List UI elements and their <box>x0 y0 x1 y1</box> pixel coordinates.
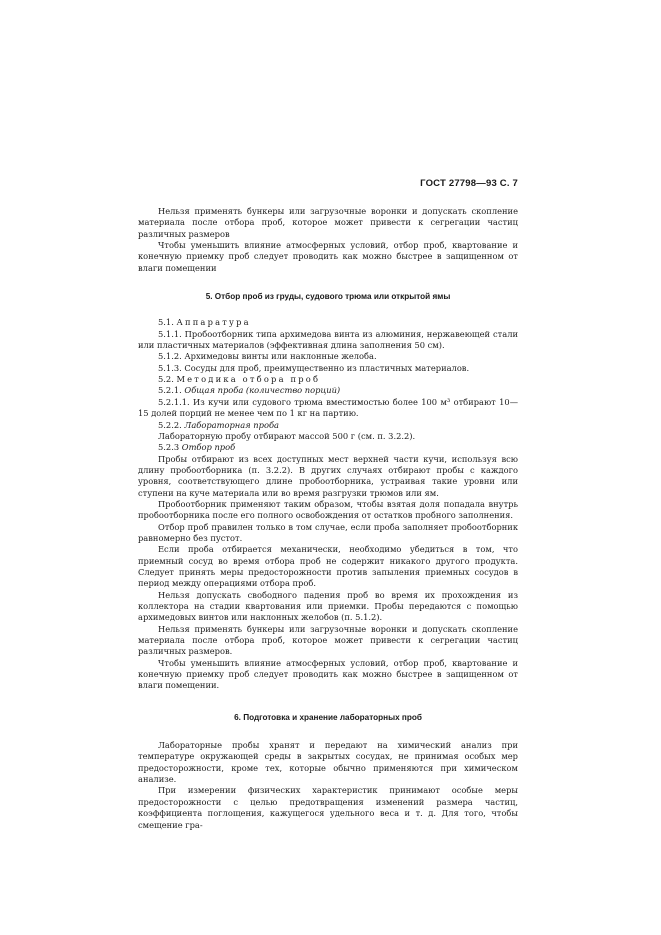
intro-paragraph-2: Чтобы уменьшить влияние атмосферных условий, отбор проб, квартование и конечную приемку проб следует проводить как можно быстрее в защищенном от влаги помещении <box>138 240 518 273</box>
paragraph-5-c: Отбор проб правилен только в том случае, если проба заполняет пробоотборник равномерно без пустот. <box>138 521 518 543</box>
paragraph-6-b: При измерении физических характеристик принимают особые меры предосторожности с целью предотвращения изменений размера частиц, коэффициента поглощения, кажущегося удельного веса и т. д. Для того, чтобы смещение гра- <box>138 785 518 830</box>
section-5-title: 5. Отбор проб из груды, судового трюма или открытой ямы <box>205 292 451 302</box>
clause-5-2-2 <box>138 420 518 431</box>
clause-5-1-heading: Аппаратура <box>176 317 251 328</box>
paragraph-5-a: Пробы отбирают из всех доступных мест верхней части кучи, используя всю длину пробоотборника (п. 3.2.2). В других случаях отбирают пробы с каждого уровня, соответствующего длине пробоотборника, устраивая такие уровни или ступени на куче материала или во время разгрузки трюмов или ям. <box>138 453 518 498</box>
paragraph-6-a: Лабораторные пробы хранят и передают на химический анализ при температуре окружающей среды в закрытых сосудах, не принимая особых мер предосторожности, кроме тех, которые обычно применяются при химическом анализе. <box>138 740 518 785</box>
clause-5-2-2-text: Лабораторную пробу отбирают массой 500 г (см. п. 3.2.2). <box>158 430 416 441</box>
intro-paragraph-1: Нельзя применять бункеры или загрузочные воронки и допускать скопление материала после отбора проб, которое может привести к сегрегации частиц различных размеров <box>138 206 518 239</box>
clause-5-2-3 <box>138 442 518 453</box>
clause-5-1-1: 5.1.1. Пробоотборник типа архимедова винта из алюминия, нержавеющей стали или пластичных материалов (эффективная длина заполнения 50 см). <box>138 328 518 351</box>
page-header: ГОСТ 27798—93 С. 7 <box>420 178 518 189</box>
clause-5-1 <box>138 317 518 328</box>
clause-5-2-2-number: 5.2.2. <box>158 419 182 430</box>
page-content <box>138 206 518 831</box>
paragraph-5-g: Чтобы уменьшить влияние атмосферных условий, отбор проб, квартование и конечную приемку проб следует проводить как можно быстрее в защищенном от влаги помещении. <box>138 657 518 691</box>
paragraph-5-d: Если проба отбирается механически, необходимо убедиться в том, что приемный сосуд во время отбора проб не содержит никакого другого продукта. Следует принять меры предосторожности против запыления приемных сосудов в период между операциями отбора проб. <box>138 544 518 589</box>
clause-5-2-1-heading: Общая проба (количество порций) <box>184 385 341 396</box>
clause-5-2 <box>138 374 518 385</box>
clause-5-2-1 <box>138 385 518 396</box>
clause-5-2-heading: Методика отбора проб <box>176 374 321 385</box>
section-6-title: 6. Подготовка и хранение лабораторных проб <box>234 712 422 722</box>
paragraph-5-b: Пробоотборник применяют таким образом, чтобы взятая доля попадала внутрь пробоотборника после его полного освобождения от остатков пробного заполнения. <box>138 498 518 521</box>
clause-5-2-1-number: 5.2.1. <box>158 385 182 396</box>
clause-5-2-number: 5.2. <box>158 374 174 385</box>
clause-5-1-2: 5.1.2. Архимедовы винты или наклонные желоба. <box>158 351 377 362</box>
clause-5-2-3-number: 5.2.3 <box>158 442 180 453</box>
clause-5-1-number: 5.1. <box>158 317 174 328</box>
clause-5-2-3-heading: Отбор проб <box>181 442 236 453</box>
paragraph-5-e: Нельзя допускать свободного падения проб во время их прохождения из коллектора на стадии квартования или приемки. Пробы передаются с помощью архимедовых винтов или наклонных желобов (п. 5.1.2). <box>138 589 518 623</box>
clause-5-2-2-heading: Лабораторная проба <box>184 419 279 430</box>
clause-5-1-3: 5.1.3. Сосуды для проб, преимущественно из пластичных материалов. <box>158 362 470 373</box>
clause-5-2-1-1: 5.2.1.1. Из кучи или судового трюма вместимостью более 100 м³ отбирают 10—15 долей порций не менее чем по 1 кг на партию. <box>138 396 518 419</box>
paragraph-5-f: Нельзя применять бункеры или загрузочные воронки и допускать скопление материала после отбора проб, которое может привести к сегрегации частиц различных размеров. <box>138 623 518 657</box>
